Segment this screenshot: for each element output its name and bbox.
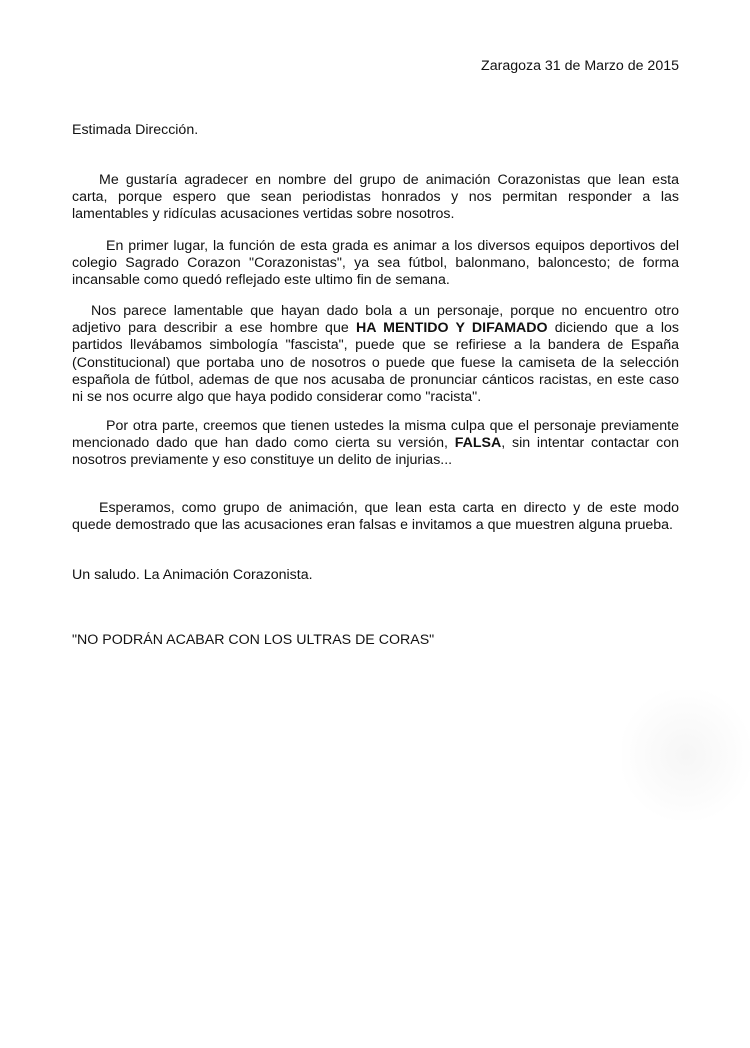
letter-closing: Un saludo. La Animación Corazonista. xyxy=(72,567,313,583)
paragraph-4-text-before: Por otra parte, creemos que tienen ustedes la misma culpa que el personaje previamente mencionado dado que han dado como cierta su versión, xyxy=(72,418,679,452)
paragraph-purpose: En primer lugar, la función de esta grada es animar a los diversos equipos deportivos del colegio Sagrado Corazon "Corazonistas", ya sea fútbol, balonmano, baloncesto; de forma incansable como quedó reflejado este ultimo fin de semana. xyxy=(72,238,679,289)
letter-motto: "NO PODRÁN ACABAR CON LOS ULTRAS DE CORAS" xyxy=(72,632,435,648)
paper-smudge xyxy=(622,690,750,820)
letter-greeting: Estimada Dirección. xyxy=(72,122,199,138)
paragraph-gratitude: Me gustaría agradecer en nombre del grupo de animación Corazonistas que lean esta carta, porque espero que sean periodistas honrados y nos permitan responder a las lamentables y ridículas acusaciones vertidas sobre nosotros. xyxy=(72,172,679,223)
paragraph-4-text-after: , sin intentar contactar con nosotros previamente y eso constituye un delito de injurias... xyxy=(72,435,679,469)
paragraph-blame xyxy=(72,418,679,470)
paragraph-accusation-response xyxy=(72,303,679,406)
paragraph-4-emphasis: FALSA xyxy=(454,435,502,452)
paragraph-request: Esperamos, como grupo de animación, que lean esta carta en directo y de este modo quede demostrado que las acusaciones eran falsas e invitamos a que muestren alguna prueba. xyxy=(72,500,679,534)
paragraph-3-text-after: diciendo que a los partidos llevábamos simbología "fascista", puede que se refiriese a la bandera de España (Constitucional) que portaba uno de nosotros o puede que fuese la camiseta de la selección española de fútbol, ademas de que nos acusaba de pronunciar cánticos racistas, en este caso ni se nos ocurre algo que haya podido considerar como "racista". xyxy=(72,320,679,406)
paragraph-3-emphasis: HA MENTIDO Y DIFAMADO xyxy=(355,320,548,337)
letter-date: Zaragoza 31 de Marzo de 2015 xyxy=(481,58,679,74)
paragraph-3-text-before: Nos parece lamentable que hayan dado bola a un personaje, porque no encuentro otro adjetivo para describir a ese hombre que xyxy=(72,303,679,337)
